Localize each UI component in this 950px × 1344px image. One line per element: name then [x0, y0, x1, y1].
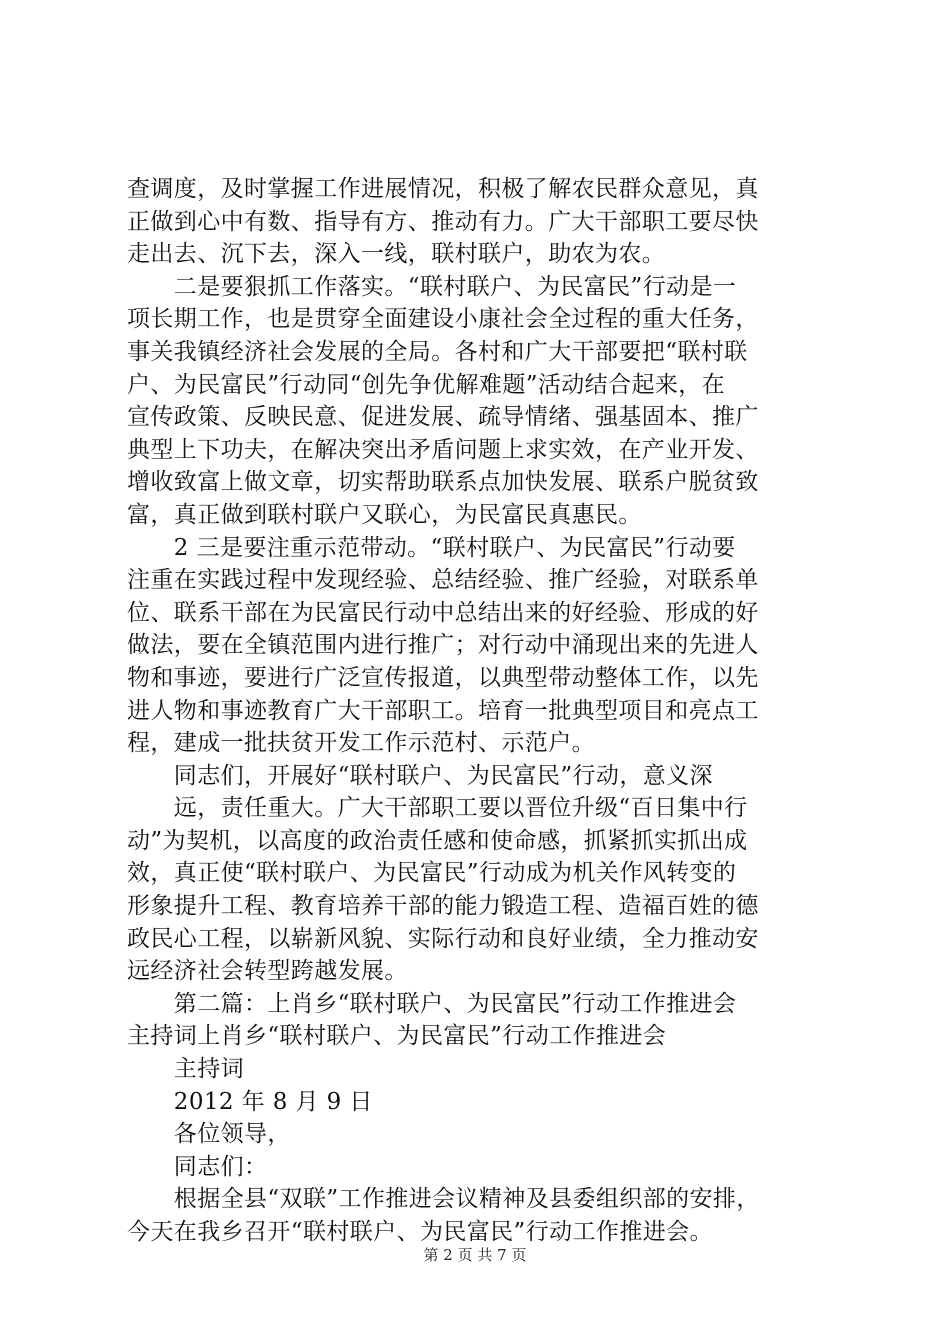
- text-line: 根据全县“双联”工作推进会议精神及县委组织部的安排，: [127, 1186, 760, 1213]
- text-line: 远，责任重大。广大干部职工要以晋位升级“百日集中行: [127, 795, 748, 822]
- text-line: 各位领导，: [127, 1121, 291, 1148]
- text-line: 主持词上肖乡“联村联户、为民富民”行动工作推进会: [127, 1023, 667, 1050]
- text-line: 同志们：: [127, 1153, 268, 1180]
- document-body: [127, 173, 827, 1249]
- text-line: 效，真正使“联村联户、为民富民”行动成为机关作风转变的: [127, 860, 737, 887]
- page-number: 第 2 页 共 7 页: [423, 1246, 527, 1264]
- text-line: 主持词: [127, 1056, 244, 1083]
- text-line: 宣传政策、反映民意、促进发展、疏导情绪、强基固本、推广: [127, 404, 759, 431]
- text-line: 2 三是要注重示范带动。“联村联户、为民富民”行动要: [127, 534, 736, 561]
- text-line: 进人物和事迹教育广大干部职工。培育一批典型项目和亮点工: [127, 697, 759, 724]
- text-line: 2012 年 8 月 9 日: [127, 1088, 373, 1115]
- text-line: 远经济社会转型跨越发展。: [127, 958, 408, 985]
- text-line: 增收致富上做文章，切实帮助联系点加快发展、联系户脱贫致: [127, 469, 759, 496]
- text-line: 物和事迹，要进行广泛宣传报道，以典型带动整体工作，以先: [127, 664, 759, 691]
- text-line: 动”为契机，以高度的政治责任感和使命感，抓紧抓实抓出成: [127, 827, 748, 854]
- text-line: 户、为民富民”行动同“创先争优解难题”活动结合起来，在: [127, 371, 726, 398]
- text-line: 典型上下功夫，在解决突出矛盾问题上求实效，在产业开发、: [127, 436, 759, 463]
- text-line: 项长期工作，也是贯穿全面建设小康社会全过程的重大任务，: [127, 306, 759, 333]
- text-line: 今天在我乡召开“联村联户、为民富民”行动工作推进会。: [127, 1219, 713, 1245]
- text-line: 程，建成一批扶贫开发工作示范村、示范户。: [127, 730, 595, 757]
- text-line: 查调度，及时掌握工作进展情况，积极了解农民群众意见，真: [127, 176, 759, 202]
- text-line: 位、联系干部在为民富民行动中总结出来的好经验、形成的好: [127, 599, 759, 626]
- text-line: 第二篇：上肖乡“联村联户、为民富民”行动工作推进会: [127, 990, 737, 1017]
- text-line: 事关我镇经济社会发展的全局。各村和广大干部要把“联村联: [127, 338, 748, 365]
- text-line: 同志们，开展好“联村联户、为民富民”行动，意义深: [127, 762, 713, 789]
- text-line: 正做到心中有数、指导有方、推动有力。广大干部职工要尽快: [127, 208, 759, 235]
- text-line: 注重在实践过程中发现经验、总结经验、推广经验，对联系单: [127, 567, 759, 594]
- text-line: 政民心工程，以崭新风貌、实际行动和良好业绩，全力推动安: [127, 925, 759, 952]
- text-line: 做法，要在全镇范围内进行推广；对行动中涌现出来的先进人: [127, 632, 759, 659]
- text-line: 二是要狠抓工作落实。“联村联户、为民富民”行动是一: [127, 273, 737, 300]
- text-line: 形象提升工程、教育培养干部的能力锻造工程、造福百姓的德: [127, 893, 759, 920]
- page-footer: [0, 1244, 950, 1265]
- text-line: 富，真正做到联村联户又联心，为民富民真惠民。: [127, 501, 642, 528]
- text-line: 走出去、沉下去，深入一线，联村联户，助农为农。: [127, 241, 666, 268]
